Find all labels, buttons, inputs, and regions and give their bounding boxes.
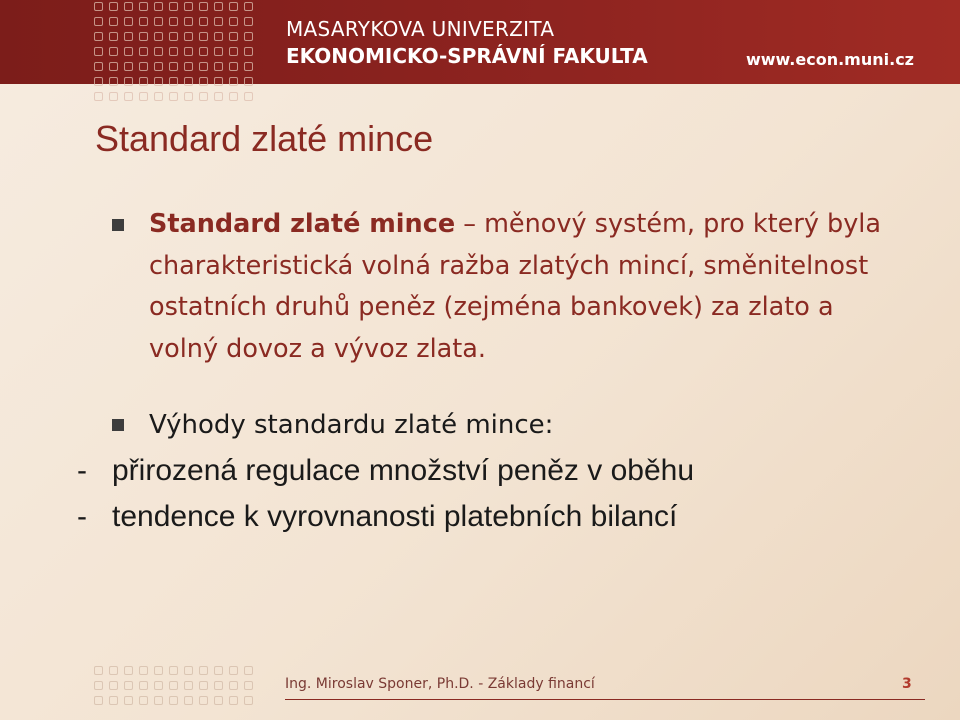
pattern-square [169,2,178,11]
pattern-square [109,62,118,71]
pattern-square [109,681,118,690]
pattern-square [154,696,163,705]
definition-term: Standard zlaté mince [149,209,456,239]
pattern-square [124,92,133,101]
pattern-square [124,666,133,675]
pattern-square [169,696,178,705]
pattern-square [169,681,178,690]
pattern-square [154,681,163,690]
pattern-square [214,666,223,675]
pattern-square [244,17,253,26]
slide-title: Standard zlaté mince [95,118,434,159]
pattern-square [139,62,148,71]
pattern-square [184,32,193,41]
pattern-square [229,2,238,11]
pattern-square [244,681,253,690]
pattern-square [169,47,178,56]
pattern-square [244,62,253,71]
pattern-square [94,92,103,101]
pattern-square [154,666,163,675]
pattern-square [154,2,163,11]
pattern-square [139,696,148,705]
pattern-square [184,62,193,71]
pattern-square [229,62,238,71]
pattern-square [139,47,148,56]
pattern-square [94,696,103,705]
pattern-square [109,77,118,86]
pattern-square [169,92,178,101]
pattern-square [154,92,163,101]
pattern-square [229,92,238,101]
pattern-square [244,32,253,41]
pattern-square [94,2,103,11]
dash-marker: - [77,500,87,533]
faculty-name: EKONOMICKO-SPRÁVNÍ FAKULTA [286,44,648,68]
pattern-square [214,92,223,101]
pattern-square [124,2,133,11]
pattern-square [109,32,118,41]
sub-item-1 [75,448,892,494]
pattern-square [229,77,238,86]
footer-divider [285,699,925,700]
pattern-square [184,47,193,56]
bullet-item-definition [112,204,892,370]
pattern-square [139,32,148,41]
pattern-square [229,681,238,690]
pattern-square [214,62,223,71]
pattern-square [139,2,148,11]
pattern-square [94,47,103,56]
footer-author: Ing. Miroslav Sponer, Ph.D. - Základy financí [285,676,595,692]
pattern-square [244,77,253,86]
pattern-square [229,666,238,675]
pattern-square [94,32,103,41]
pattern-square [124,696,133,705]
page-number: 3 [902,676,912,692]
pattern-square [139,681,148,690]
pattern-square [244,92,253,101]
website-link[interactable]: www.econ.muni.cz [745,50,914,69]
dash-marker: - [77,454,87,487]
pattern-square [169,62,178,71]
pattern-square [124,17,133,26]
pattern-square [214,17,223,26]
pattern-square [244,696,253,705]
pattern-square [124,47,133,56]
pattern-square [229,696,238,705]
pattern-square [244,2,253,11]
pattern-square [169,32,178,41]
pattern-square [229,17,238,26]
pattern-square [109,92,118,101]
pattern-square [94,62,103,71]
pattern-square [94,17,103,26]
sub-item-2 [75,494,892,540]
pattern-square [184,77,193,86]
pattern-square [199,32,208,41]
pattern-square [199,92,208,101]
pattern-square [109,47,118,56]
pattern-square [184,666,193,675]
pattern-square [154,32,163,41]
bullet-item-advantages [112,404,892,446]
pattern-square [154,62,163,71]
header-dot-pattern [94,2,253,101]
pattern-square [124,32,133,41]
pattern-square [244,666,253,675]
pattern-square [184,681,193,690]
pattern-square [199,2,208,11]
sub-item-text: přirozená regulace množství peněz v oběhu [112,454,695,487]
pattern-square [109,17,118,26]
pattern-square [199,77,208,86]
pattern-square [199,681,208,690]
pattern-square [109,666,118,675]
pattern-square [214,47,223,56]
pattern-square [214,2,223,11]
university-name: MASARYKOVA UNIVERZITA [286,17,555,41]
square-bullet-icon [112,219,124,231]
pattern-square [124,77,133,86]
pattern-square [154,17,163,26]
pattern-square [139,92,148,101]
pattern-square [124,681,133,690]
pattern-square [214,32,223,41]
pattern-square [124,62,133,71]
pattern-square [169,77,178,86]
pattern-square [229,47,238,56]
pattern-square [199,666,208,675]
pattern-square [244,47,253,56]
pattern-square [199,696,208,705]
pattern-square [94,666,103,675]
pattern-square [169,17,178,26]
slide-content [77,204,892,540]
pattern-square [199,17,208,26]
pattern-square [184,696,193,705]
advantages-heading: Výhody standardu zlaté mince: [149,410,554,440]
pattern-square [109,696,118,705]
sub-item-text: tendence k vyrovnanosti platebních bilancí [112,500,678,533]
pattern-square [214,696,223,705]
pattern-square [154,77,163,86]
pattern-square [199,62,208,71]
pattern-square [229,32,238,41]
definition-text: – měnový systém, pro který byla charakteristická volná ražba zlatých mincí, směnitelnost ostatních druhů peněz (zejména bankovek) za zlato a volný dovoz a vývoz zlata. [149,209,882,364]
pattern-square [184,92,193,101]
square-bullet-icon [112,419,124,431]
pattern-square [94,77,103,86]
pattern-square [214,77,223,86]
pattern-square [199,47,208,56]
pattern-square [184,17,193,26]
pattern-square [139,77,148,86]
footer-dot-pattern [94,666,253,705]
pattern-square [169,666,178,675]
pattern-square [184,2,193,11]
pattern-square [139,666,148,675]
pattern-square [109,2,118,11]
pattern-square [154,47,163,56]
pattern-square [214,681,223,690]
pattern-square [94,681,103,690]
pattern-square [139,17,148,26]
